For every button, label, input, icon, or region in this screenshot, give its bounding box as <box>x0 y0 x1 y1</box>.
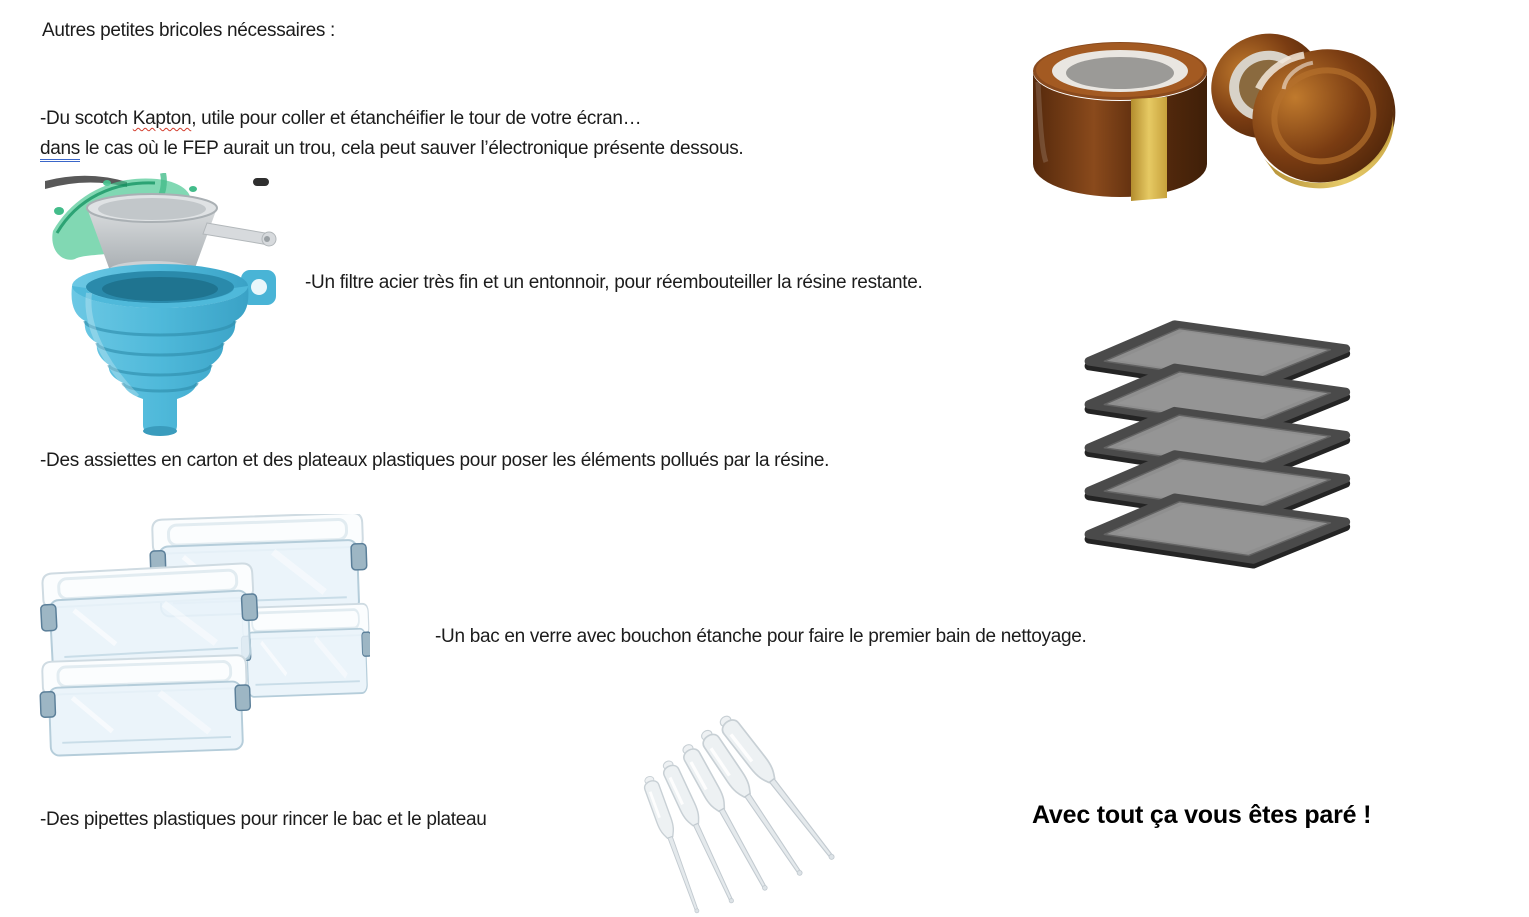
tape-roll-flat <box>1033 42 1207 201</box>
kapton-line1-prefix: -Du scotch <box>40 108 133 129</box>
pipettes-drawing <box>636 694 866 914</box>
bullet-filter-funnel: -Un filtre acier très fin et un entonnoir, pour réembouteiller la résine restante. <box>305 272 923 293</box>
bullet-trays: -Des assiettes en carton et des plateaux plastiques pour poser les éléments pollués par la résine. <box>40 450 830 471</box>
plastic-trays-image <box>1070 316 1358 570</box>
glass-containers-image <box>38 514 370 766</box>
bullet-pipettes: -Des pipettes plastiques pour rincer le bac et le plateau <box>40 809 487 830</box>
silicone-funnel <box>72 264 276 436</box>
pipettes-image <box>636 694 866 914</box>
kapton-paragraph <box>40 104 743 164</box>
spellcheck-underlined-word: Kapton <box>132 108 192 129</box>
kapton-tape-rolls-image <box>1030 12 1400 212</box>
kapton-line-2 <box>40 134 743 164</box>
glass-box-front-left <box>39 655 252 756</box>
bullet-glass-tub: -Un bac en verre avec bouchon étanche pour faire le premier bain de nettoyage. <box>435 626 1087 647</box>
plastic-trays-drawing <box>1070 316 1358 570</box>
tray-5 <box>1089 498 1346 564</box>
tape-roll-leaning <box>1198 12 1400 212</box>
kapton-line-1 <box>40 104 743 134</box>
grammar-underlined-word: dans <box>40 138 80 162</box>
kapton-tape-rolls-drawing <box>1030 12 1400 212</box>
glass-containers-drawing <box>38 514 370 766</box>
photo-crop-remnant-2 <box>253 178 269 186</box>
kapton-line2-suffix: le cas où le FEP aurait un trou, cela peut sauver l’électronique présente dessous. <box>80 138 744 159</box>
filter-funnel-image <box>45 173 290 437</box>
filter-funnel-drawing <box>45 173 290 437</box>
page-title: Autres petites bricoles nécessaires : <box>42 20 336 41</box>
glass-box-front-right <box>240 604 370 698</box>
closing-statement: Avec tout ça vous êtes paré ! <box>1032 801 1372 829</box>
kapton-line1-suffix: , utile pour coller et étanchéifier le tour de votre écran… <box>191 108 642 129</box>
